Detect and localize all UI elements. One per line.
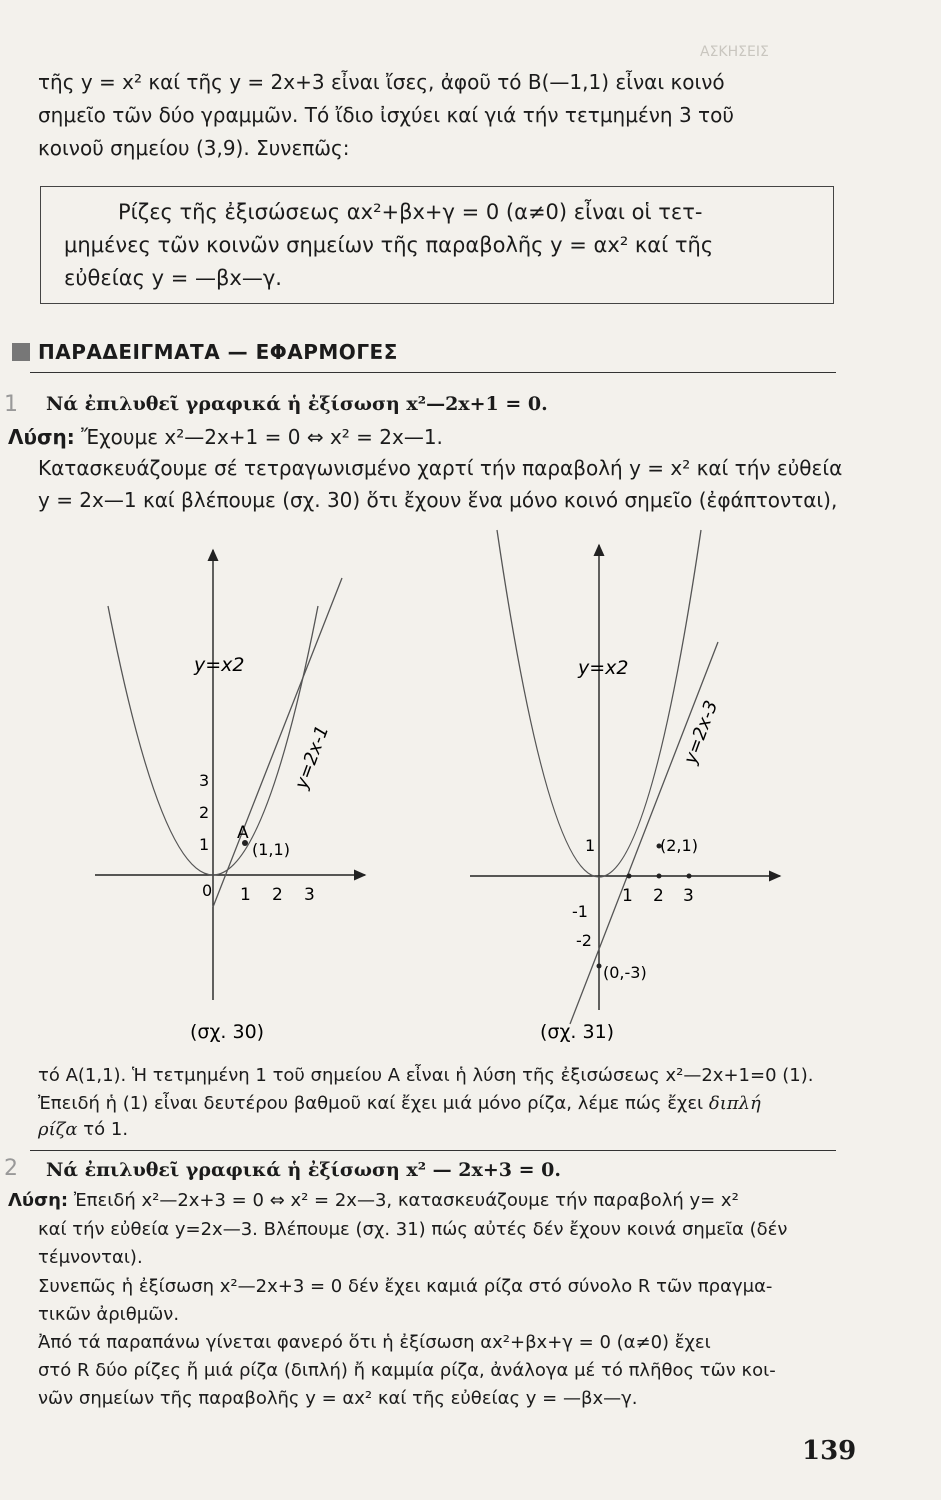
page-number: 139 <box>802 1436 857 1466</box>
theorem-line-1: Ρίζες τῆς ἐξισώσεως αx²+βx+γ = 0 (α≠0) εἶναι οἱ τετ- <box>118 200 703 224</box>
example-1-solution-text: Ἔχουμε x²—2x+1 = 0 ⇔ x² = 2x—1. <box>81 425 443 449</box>
fig31-y-tick-neg1: -1 <box>572 902 588 921</box>
figure-30 <box>95 550 365 1043</box>
fig30-y-tick-1: 1 <box>199 835 210 854</box>
intro-line-2: σημεῖο τῶν δύο γραμμῶν. Τό ἴδιο ἰσχύει καί γιά τήν τετμημένη 3 τοῦ <box>38 103 734 127</box>
fig31-vertex-label: (2,1) <box>660 836 698 855</box>
fig30-y-tick-3: 3 <box>199 771 210 790</box>
example-2-line-1 <box>8 1190 739 1211</box>
fig31-point-intercept <box>597 964 602 969</box>
bleed-through-text: ΑΣΚΗΣΕΙΣ <box>700 44 769 60</box>
after-figures-line-2 <box>38 1093 761 1114</box>
fig30-parabola-label: y=x2 <box>194 654 245 676</box>
after-figures-italic-1: διπλή <box>708 1093 761 1114</box>
fig30-point-a-coords: (1,1) <box>252 840 290 859</box>
fig31-parabola-label: y=x2 <box>578 657 629 679</box>
example-2-number: 2 <box>4 1156 18 1181</box>
example-2-line-4: Συνεπῶς ἡ ἐξίσωση x²—2x+3 = 0 δέν ἔχει καμιά ρίζα στό σύνολο R τῶν πραγμα- <box>38 1276 773 1297</box>
example-2-line-2: καί τήν εὐθεία y=2x—3. Βλέπουμε (σχ. 31) πώς αὐτές δέν ἔχουν κοινά σημεῖα (δέν <box>38 1219 788 1240</box>
solution-label-2: Λύση: <box>8 1190 69 1211</box>
figures <box>0 520 941 1060</box>
example-1-solution <box>8 425 443 449</box>
example-2-line-3: τέμνονται). <box>38 1247 143 1268</box>
fig31-intercept-label: (0,-3) <box>603 963 647 982</box>
fig31-x-tick-dot-3 <box>687 874 692 879</box>
fig31-x-tick-dot-1 <box>627 874 632 879</box>
fig31-line-label: y=2x-3 <box>679 697 723 767</box>
fig30-x-tick-3: 3 <box>304 885 315 905</box>
fig30-x-tick-2: 2 <box>272 885 283 905</box>
example-1-number: 1 <box>4 392 18 417</box>
fig30-origin-label: 0 <box>202 881 213 900</box>
after-figures-line-3-text: τό 1. <box>83 1119 129 1140</box>
heading-marker <box>12 343 30 361</box>
after-figures-italic-2: ρίζα <box>38 1119 78 1140</box>
intro-line-1: τῆς y = x² καί τῆς y = 2x+3 εἶναι ἴσες, ἀφοῦ τό Β(—1,1) εἶναι κοινό <box>38 70 725 94</box>
after-figures-line-3 <box>38 1119 128 1140</box>
theorem-line-3: εὐθείας y = —βx—γ. <box>64 266 282 290</box>
fig31-y-tick-1: 1 <box>585 836 596 855</box>
heading-rule <box>30 372 836 373</box>
fig30-y-tick-2: 2 <box>199 803 210 822</box>
fig31-y-tick-neg2: -2 <box>576 931 592 950</box>
example-2-line-5: τικῶν ἀριθμῶν. <box>38 1304 180 1325</box>
example-1-line-2: Κατασκευάζουμε σέ τετραγωνισμένο χαρτί τήν παραβολή y = x² καί τήν εὐθεία <box>38 456 843 480</box>
fig30-x-tick-1: 1 <box>240 885 251 905</box>
section-heading <box>12 340 398 364</box>
theorem-line-2: μημένες τῶν κοινῶν σημείων τῆς παραβολῆς y = αx² καί τῆς <box>64 233 714 257</box>
fig31-x-tick-dot-2 <box>657 874 662 879</box>
fig30-line-label: y=2x-1 <box>290 722 334 792</box>
example-2-line-7: στό R δύο ρίζες ἤ μιά ρίζα (διπλή) ἤ καμμία ρίζα, ἀνάλογα μέ τό πλῆθος τῶν κοι- <box>38 1360 776 1381</box>
example-1-line-3: y = 2x—1 καί βλέπουμε (σχ. 30) ὅτι ἔχουν ἕνα μόνο κοινό σημεῖο (ἐφάπτονται), <box>38 488 838 512</box>
fig31-x-tick-3: 3 <box>683 886 694 906</box>
after-figures-line-1: τό Α(1,1). Ἡ τετμημένη 1 τοῦ σημείου Α εἶναι ἡ λύση τῆς ἐξισώσεως x²—2x+1=0 (1). <box>38 1065 814 1086</box>
fig31-caption: (σχ. 31) <box>540 1021 615 1043</box>
fig30-point-a-label: A <box>237 823 249 843</box>
after-figures-line-2-text: Ἐπειδή ἡ (1) εἶναι δευτέρου βαθμοῦ καί ἔχει μιά μόνο ρίζα, λέμε πώς ἔχει <box>38 1093 704 1114</box>
fig30-caption: (σχ. 30) <box>190 1021 265 1043</box>
intro-line-3: κοινοῦ σημείου (3,9). Συνεπῶς: <box>38 136 350 160</box>
example-1-title: Νά ἐπιλυθεῖ γραφικά ἡ ἐξίσωση x²—2x+1 = 0. <box>46 393 548 415</box>
fig31-x-tick-1: 1 <box>622 886 633 906</box>
example-2-line-6: Ἀπό τά παραπάνω γίνεται φανερό ὅτι ἡ ἐξίσωση αx²+βx+γ = 0 (α≠0) ἔχει <box>38 1332 711 1353</box>
example-2-title: Νά ἐπιλυθεῖ γραφικά ἡ ἐξίσωση x² — 2x+3 = 0. <box>46 1159 561 1181</box>
example-2-line-8: νῶν σημείων τῆς παραβολῆς y = αx² καί τῆς εὐθείας y = —βx—γ. <box>38 1388 638 1409</box>
solution-label: Λύση: <box>8 425 75 449</box>
figure-31 <box>470 530 780 1043</box>
example-2-line-1-text: Ἐπειδή x²—2x+3 = 0 ⇔ x² = 2x—3, κατασκευάζουμε τήν παραβολή y= x² <box>73 1190 739 1211</box>
example-2-rule <box>30 1150 836 1151</box>
section-heading-text: ΠΑΡΑΔΕΙΓΜΑΤΑ — ΕΦΑΡΜΟΓΕΣ <box>38 340 398 364</box>
fig31-x-tick-2: 2 <box>653 886 664 906</box>
